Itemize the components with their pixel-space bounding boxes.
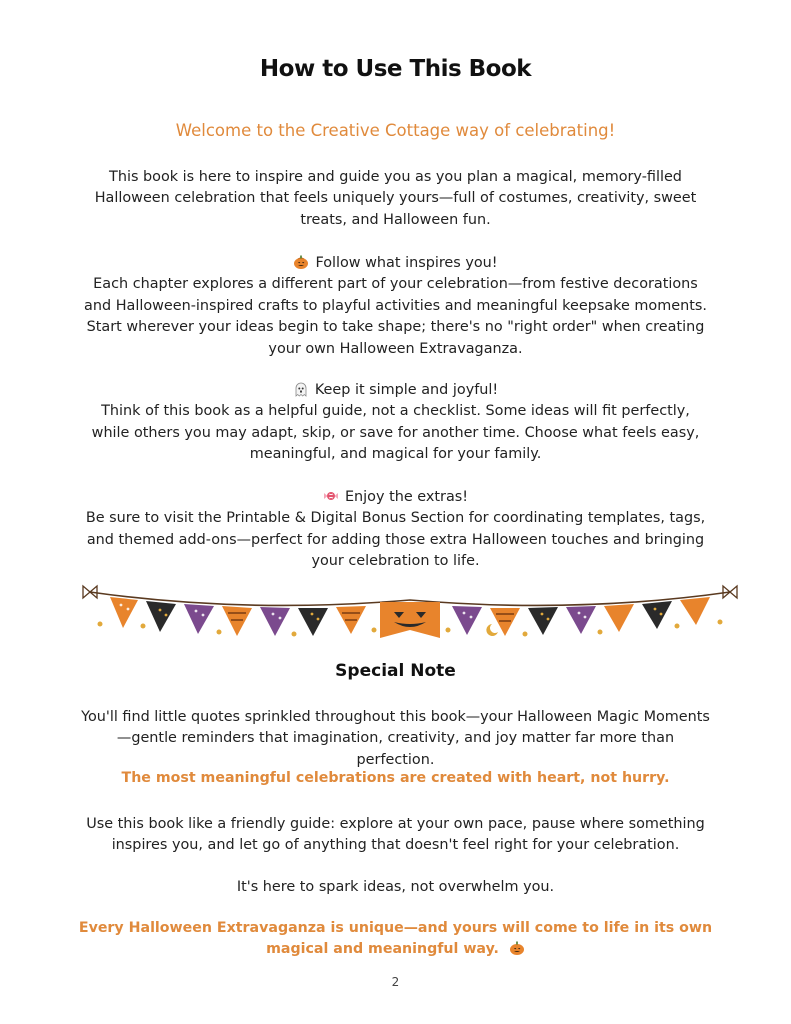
ghost-icon [293,381,309,397]
section-body: Be sure to visit the Printable & Digital Bonus Section for coordinating templates, tags, and themed add-ons—perfect for adding those extra Halloween touches and bringing your celebration to life. [85,510,706,570]
section-extras [80,487,711,573]
halloween-bunting-banner [80,578,740,648]
special-note-title: Special Note [335,661,456,681]
section-heading-text: Follow what inspires you! [315,255,498,271]
section-body: Think of this book as a helpful guide, not a checklist. Some ideas will fit perfectly, while others you may adapt, skip, or save for another time. Choose what feels easy, meaningful, and magical for your family. [91,403,700,463]
candy-icon [323,488,339,504]
section-heading [80,380,711,401]
section-heading [80,487,711,508]
spark-paragraph: It's here to spark ideas, not overwhelm you. [236,879,555,895]
welcome-subtitle: Welcome to the Creative Cottage way of celebrating! [175,121,616,140]
section-follow [80,253,711,360]
section-simple [80,380,711,466]
closing-quote [60,918,731,961]
jack-o-lantern-flag [380,602,440,638]
section-heading [80,253,711,274]
moon-icon [486,624,498,636]
guide-paragraph: Use this book like a friendly guide: explore at your own pace, pause where something inspires you, and let go of anything that doesn't feel right for your celebration. [86,816,705,854]
section-heading-text: Enjoy the extras! [344,489,469,505]
pumpkin-icon [293,254,309,270]
page-title: How to Use This Book [259,56,532,82]
intro-paragraph: This book is here to inspire and guide you as you plan a magical, memory-filled Halloween celebration that feels uniquely yours—full of costumes, creativity, sweet treats, and Halloween fun. [94,169,697,228]
quotes-intro-paragraph: You'll find little quotes sprinkled throughout this book—your Halloween Magic Moments—gentle reminders that imagination, creativity, and joy matter far more than perfection. [81,709,710,768]
pumpkin-icon [509,940,525,956]
magic-moment-quote: The most meaningful celebrations are created with heart, not hurry. [121,770,670,786]
closing-quote-text: Every Halloween Extravaganza is unique—and yours will come to life in its own magical and meaningful way. [78,920,713,958]
section-heading-text: Keep it simple and joyful! [314,382,499,398]
section-body: Each chapter explores a different part of your celebration—from festive decorations and Halloween-inspired crafts to playful activities and meaningful keepsake moments. Start wherever your ideas begin to take shape; there's no "right order" when creating your own Halloween Extravaganza. [84,276,707,357]
page-number: 2 [391,975,400,989]
